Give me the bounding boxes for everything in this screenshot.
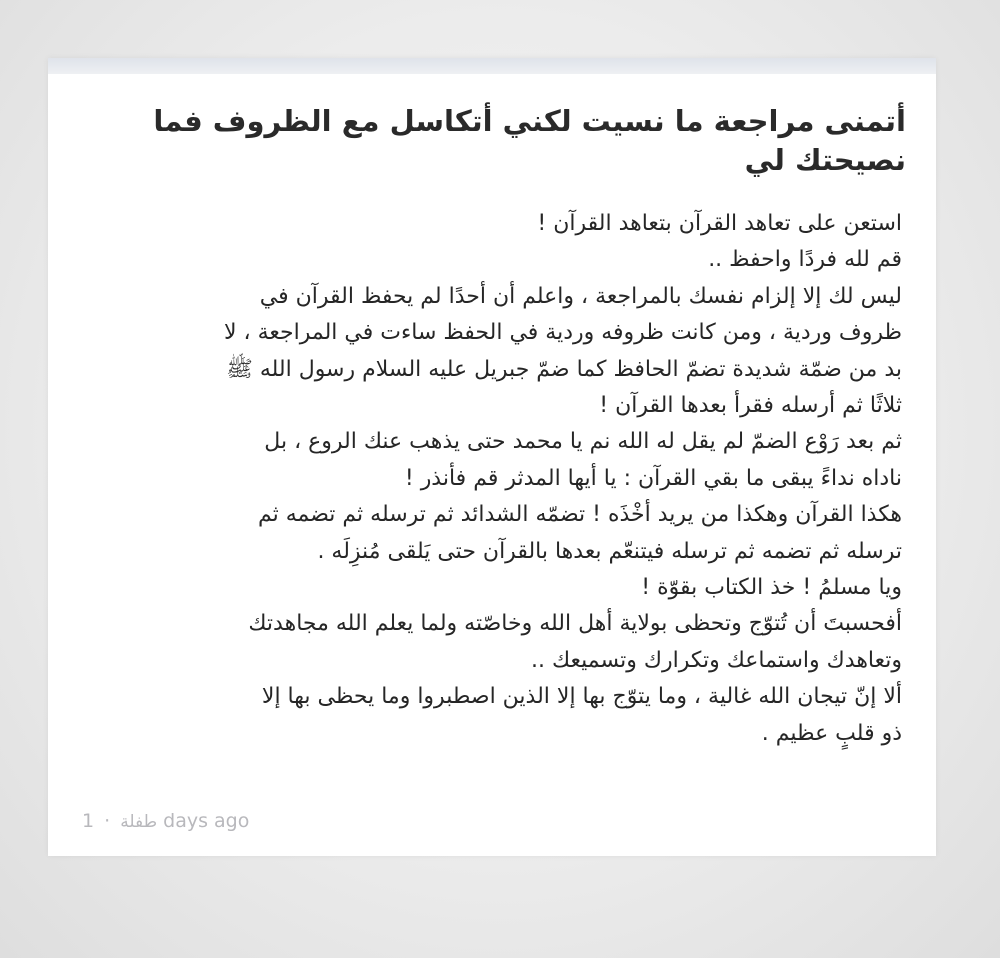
answer-line-5: بد من ضمّة شديدة تضمّ الحافظ كما ضمّ جبريل عليه السلام رسول الله ﷺ — [226, 356, 902, 382]
answer-line-3: ليس لك إلا إلزام نفسك بالمراجعة ، واعلم أن أحدًا لم يحفظ القرآن في — [259, 283, 902, 309]
author-name[interactable]: طفلة — [120, 812, 158, 832]
answer-line-8: ناداه نداءً يبقى ما بقي القرآن : يا أيها المدثر قم فأنذر ! — [404, 465, 902, 491]
answer-line-7: ثم بعد رَوْع الضمّ لم يقل له الله نم يا محمد حتى يذهب عنك الروع ، بل — [264, 429, 902, 455]
answer-body — [96, 206, 902, 752]
question-title — [106, 102, 906, 180]
meta-separator: · — [104, 810, 111, 832]
post-meta — [82, 810, 249, 832]
answer-line-15: ذو قلبٍ عظيم . — [761, 720, 902, 746]
answer-line-1: استعن على تعاهد القرآن بتعاهد القرآن ! — [537, 211, 902, 236]
question-line-1: أتمنى مراجعة ما نسيت لكني أتكاسل مع الظروف فما — [153, 104, 906, 138]
answer-line-6: ثلاثًا ثم أرسله فقرأ بعدها القرآن ! — [599, 393, 902, 419]
post-timestamp: 1 days ago — [82, 810, 250, 832]
answer-line-2: قم لله فردًا واحفظ .. — [708, 247, 902, 273]
question-line-2: نصيحتك لي — [744, 143, 906, 177]
answer-line-14: ألا إنّ تيجان الله غالية ، وما يتوّج بها إلا الذين اصطبروا وما يحظى بها إلا — [261, 684, 902, 710]
card-top-bar — [48, 58, 936, 74]
answer-line-12: أفحسبتَ أن تُتوّج وتحظى بولاية أهل الله وخاصّته ولما يعلم الله مجاهدتك — [248, 611, 902, 637]
post-card — [48, 58, 936, 856]
answer-line-4: ظروف وردية ، ومن كانت ظروفه وردية في الحفظ ساءت في المراجعة ، لا — [223, 320, 902, 346]
answer-line-9: هكذا القرآن وهكذا من يريد أخْذَه ! تضمّه الشدائد ثم ترسله ثم تضمه ثم — [257, 502, 902, 528]
answer-line-13: وتعاهدك واستماعك وتكرارك وتسميعك .. — [531, 647, 902, 673]
answer-line-10: ترسله ثم تضمه ثم ترسله فيتنعّم بعدها بالقرآن حتى يَلقى مُنزِلَه . — [317, 538, 902, 564]
answer-line-11: ويا مسلمُ ! خذ الكتاب بقوّة ! — [641, 575, 902, 601]
